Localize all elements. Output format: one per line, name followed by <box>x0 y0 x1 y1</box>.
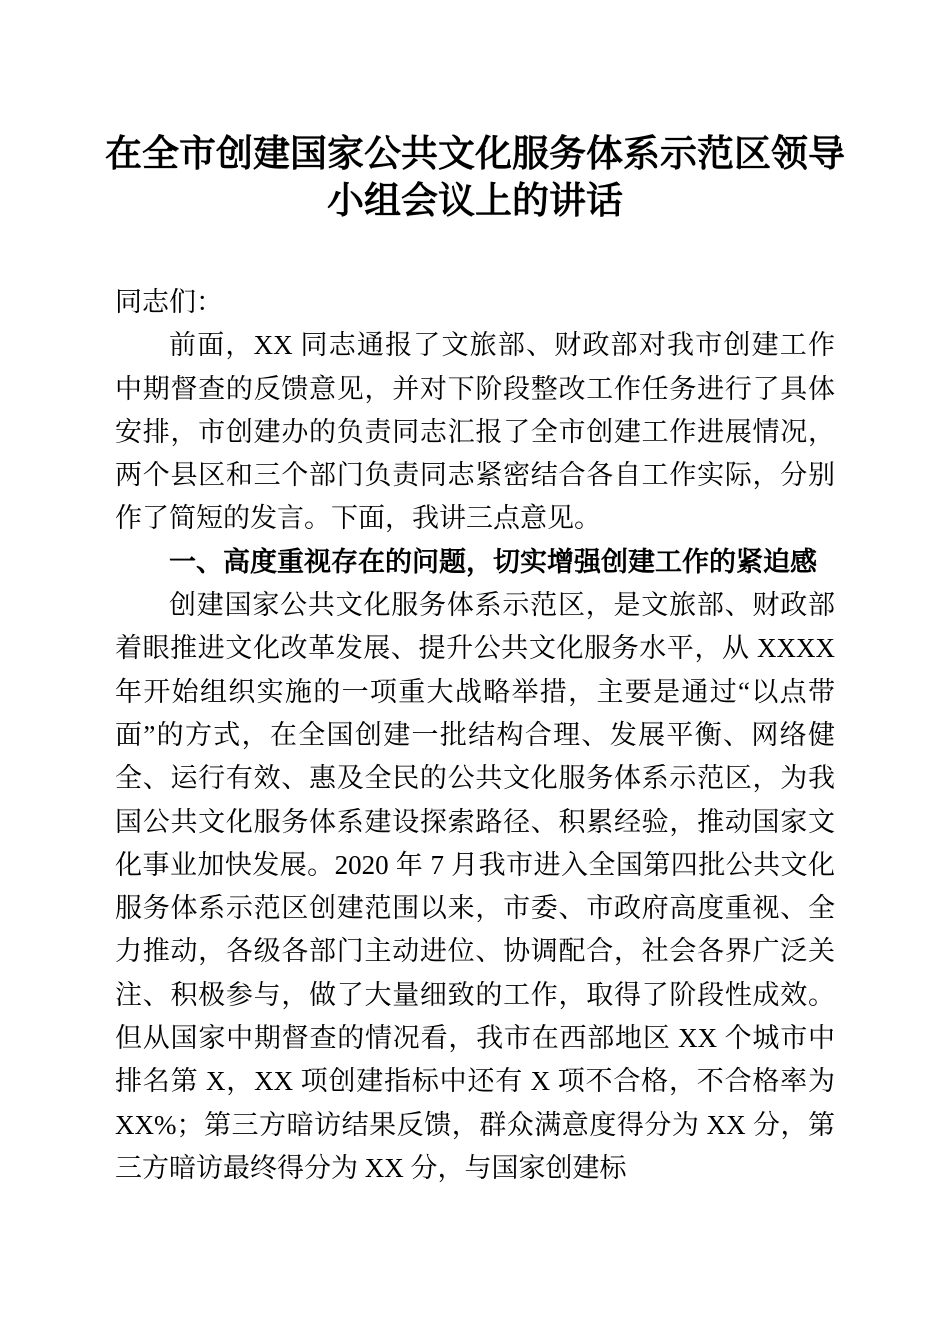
paragraph-section-1-body: 创建国家公共文化服务体系示范区，是文旅部、财政部着眼推进文化改革发展、提升公共文化服务水平，从 XXXX 年开始组织实施的一项重大战略举措，主要是通过“以点带面”的方式，在全国创建一批结构合理、发展平衡、网络健全、运行有效、惠及全民的公共文化服务体系示范区，为我国公共文化服务体系建设探索路径、积累经验，推动国家文化事业加快发展。2020 年 7 月我市进入全国第四批公共文化服务体系示范区创建范围以来，市委、市政府高度重视、全力推动，各级各部门主动进位、协调配合，社会各界广泛关注、积极参与，做了大量细致的工作，取得了阶段性成效。但从国家中期督查的情况看，我市在西部地区 XX 个城市中排名第 X，XX 项创建指标中还有 X 项不合格，不合格率为 XX%；第三方暗访结果反馈，群众满意度得分为 XX 分，第三方暗访最终得分为 XX 分，与国家创建标 <box>115 590 835 1183</box>
document-title: 在全市创建国家公共文化服务体系示范区领导小组会议上的讲话 <box>105 134 845 222</box>
document-body <box>115 281 835 1190</box>
section-heading-1: 一、高度重视存在的问题，切实增强创建工作的紧迫感 <box>169 546 817 577</box>
salutation-line: 同志们： <box>115 287 223 317</box>
paragraph-intro: 前面，XX 同志通报了文旅部、财政部对我市创建工作中期督查的反馈意见，并对下阶段整改工作任务进行了具体安排，市创建办的负责同志汇报了全市创建工作进展情况，两个县区和三个部门负责同志紧密结合各自工作实际，分别作了简短的发言。下面，我讲三点意见。 <box>115 330 835 534</box>
